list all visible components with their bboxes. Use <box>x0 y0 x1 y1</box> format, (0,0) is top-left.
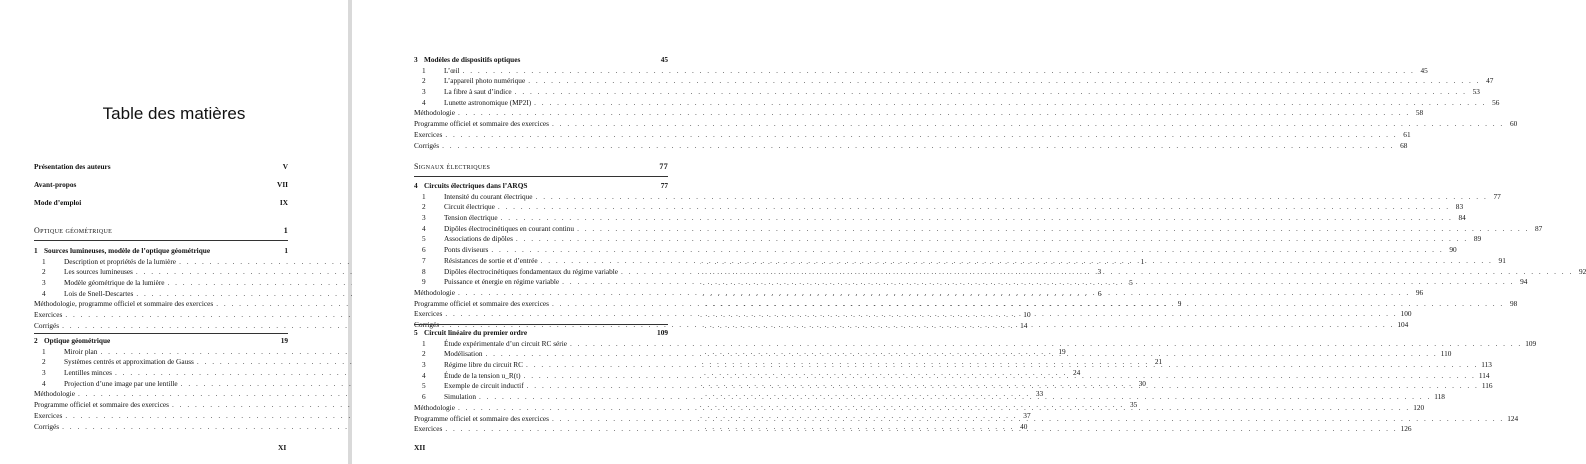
extra-row[interactable]: Corrigés . . . 14 <box>34 321 288 332</box>
section-row[interactable]: 2 Circuit électrique . . . 83 <box>414 202 668 213</box>
section-row[interactable]: 4 Étude de la tension u_R(t) . . . 114 <box>414 371 668 382</box>
extra-row[interactable]: Programme officiel et sommaire des exercices . . . 60 <box>414 119 668 130</box>
section-row[interactable]: 4 Dipôles électrocinétiques en courant continu . . . 87 <box>414 224 668 235</box>
section-row[interactable]: 2 Modélisation . . . 110 <box>414 349 668 360</box>
section-row[interactable]: 7 Résistances de sortie et d’entrée . . . 91 <box>414 256 668 267</box>
extra-row[interactable]: Méthodologie . . . 96 <box>414 288 668 299</box>
extra-row[interactable]: Méthodologie . . . 33 <box>34 389 288 400</box>
section-row[interactable]: 6 Ponts diviseurs . . . 90 <box>414 245 668 256</box>
section-row[interactable]: 1 Étude expérimentale d’un circuit RC série . . . 109 <box>414 339 668 350</box>
section-row[interactable]: 8 Dipôles électrocinétiques fondamentaux du régime variable . . . 92 <box>414 267 668 278</box>
extra-row[interactable]: Corrigés . . . 68 <box>414 141 668 152</box>
part-title-row[interactable]: Optique géométrique 1 <box>34 226 288 235</box>
part-heading <box>414 162 668 173</box>
divider <box>34 333 288 334</box>
section-row[interactable]: 4 Lois de Snell-Descartes . . . 6 <box>34 289 288 300</box>
toc-entry[interactable]: Présentation des auteurs V <box>34 162 288 171</box>
section-row[interactable]: 3 Lentilles minces . . . 24 <box>34 368 288 379</box>
section-row[interactable]: 1 Intensité du courant électrique . . . 77 <box>414 192 668 203</box>
section-row[interactable]: 3 Tension électrique . . . 84 <box>414 213 668 224</box>
chapter-title-row[interactable]: 4 Circuits électriques dans l’ARQS 77 <box>414 181 668 190</box>
extra-row[interactable]: Programme officiel et sommaire des exercices . . . 124 <box>414 414 668 425</box>
extra-row[interactable]: Corrigés . . . 104 <box>414 320 668 331</box>
divider <box>34 240 288 241</box>
page-title: Table des matières <box>102 104 246 123</box>
section-row[interactable]: 2 Systèmes centrés et approximation de Gauss . . . 21 <box>34 357 288 368</box>
chapter-title-row[interactable]: 5 Circuit linéaire du premier ordre 109 <box>414 328 668 337</box>
extra-row[interactable]: Exercices . . . 100 <box>414 309 668 320</box>
section-row[interactable]: 2 Les sources lumineuses . . . 3 <box>34 267 288 278</box>
chapter-title-row[interactable]: 2 Optique géométrique 19 <box>34 336 288 345</box>
page-folio: XI <box>278 443 287 452</box>
section-row[interactable]: 2 L’appareil photo numérique . . . 47 <box>414 76 668 87</box>
extra-row[interactable]: Exercices . . . 37 <box>34 411 288 422</box>
chapter-title-row[interactable]: 1 Sources lumineuses, modèle de l’optique géométrique 1 <box>34 246 288 255</box>
extra-row[interactable]: Exercices . . . 10 <box>34 310 288 321</box>
part-title-row[interactable]: Signaux électriques 77 <box>414 162 668 171</box>
divider <box>414 176 668 177</box>
toc-entry[interactable]: Mode d’emploi IX <box>34 198 288 207</box>
section-row[interactable]: 5 Exemple de circuit inductif . . . 116 <box>414 381 668 392</box>
page-folio: XII <box>414 443 426 452</box>
section-row[interactable]: 1 Description et propriétés de la lumière . . . 1 <box>34 257 288 268</box>
section-row[interactable]: 9 Puissance et énergie en régime variable . . . 94 <box>414 277 668 288</box>
section-row[interactable]: 3 Régime libre du circuit RC . . . 113 <box>414 360 668 371</box>
extra-row[interactable]: Méthodologie, programme officiel et sommaire des exercices . . . 9 <box>34 299 288 310</box>
toc-entry[interactable]: Avant-propos VII <box>34 180 288 189</box>
extra-row[interactable]: Corrigés . . . 40 <box>34 422 288 433</box>
part-heading <box>34 226 288 237</box>
front-matter <box>34 162 288 216</box>
section-row[interactable]: 3 Modèle géométrique de la lumière . . . 5 <box>34 278 288 289</box>
section-row[interactable]: 5 Associations de dipôles . . . 89 <box>414 234 668 245</box>
extra-row[interactable]: Programme officiel et sommaire des exercices . . . 35 <box>34 400 288 411</box>
chapter-title-row[interactable]: 3 Modèles de dispositifs optiques 45 <box>414 55 668 64</box>
chapter-3 <box>414 55 1518 151</box>
section-row[interactable]: 1 Miroir plan . . . 19 <box>34 347 288 358</box>
extra-row[interactable]: Exercices . . . 126 <box>414 424 668 435</box>
extra-row[interactable]: Programme officiel et sommaire des exercices . . . 98 <box>414 299 668 310</box>
extra-row[interactable]: Exercices . . . 61 <box>414 130 668 141</box>
section-row[interactable]: 1 L’œil . . . 45 <box>414 66 668 77</box>
divider <box>414 324 668 325</box>
extra-row[interactable]: Méthodologie . . . 58 <box>414 108 668 119</box>
section-row[interactable]: 4 Lunette astronomique (MP2I) . . . 56 <box>414 98 668 109</box>
section-row[interactable]: 6 Simulation . . . 118 <box>414 392 668 403</box>
extra-row[interactable]: Méthodologie . . . 120 <box>414 403 668 414</box>
section-row[interactable]: 3 La fibre à saut d’indice . . . 53 <box>414 87 668 98</box>
section-row[interactable]: 4 Projection d’une image par une lentille . . . 30 <box>34 379 288 390</box>
